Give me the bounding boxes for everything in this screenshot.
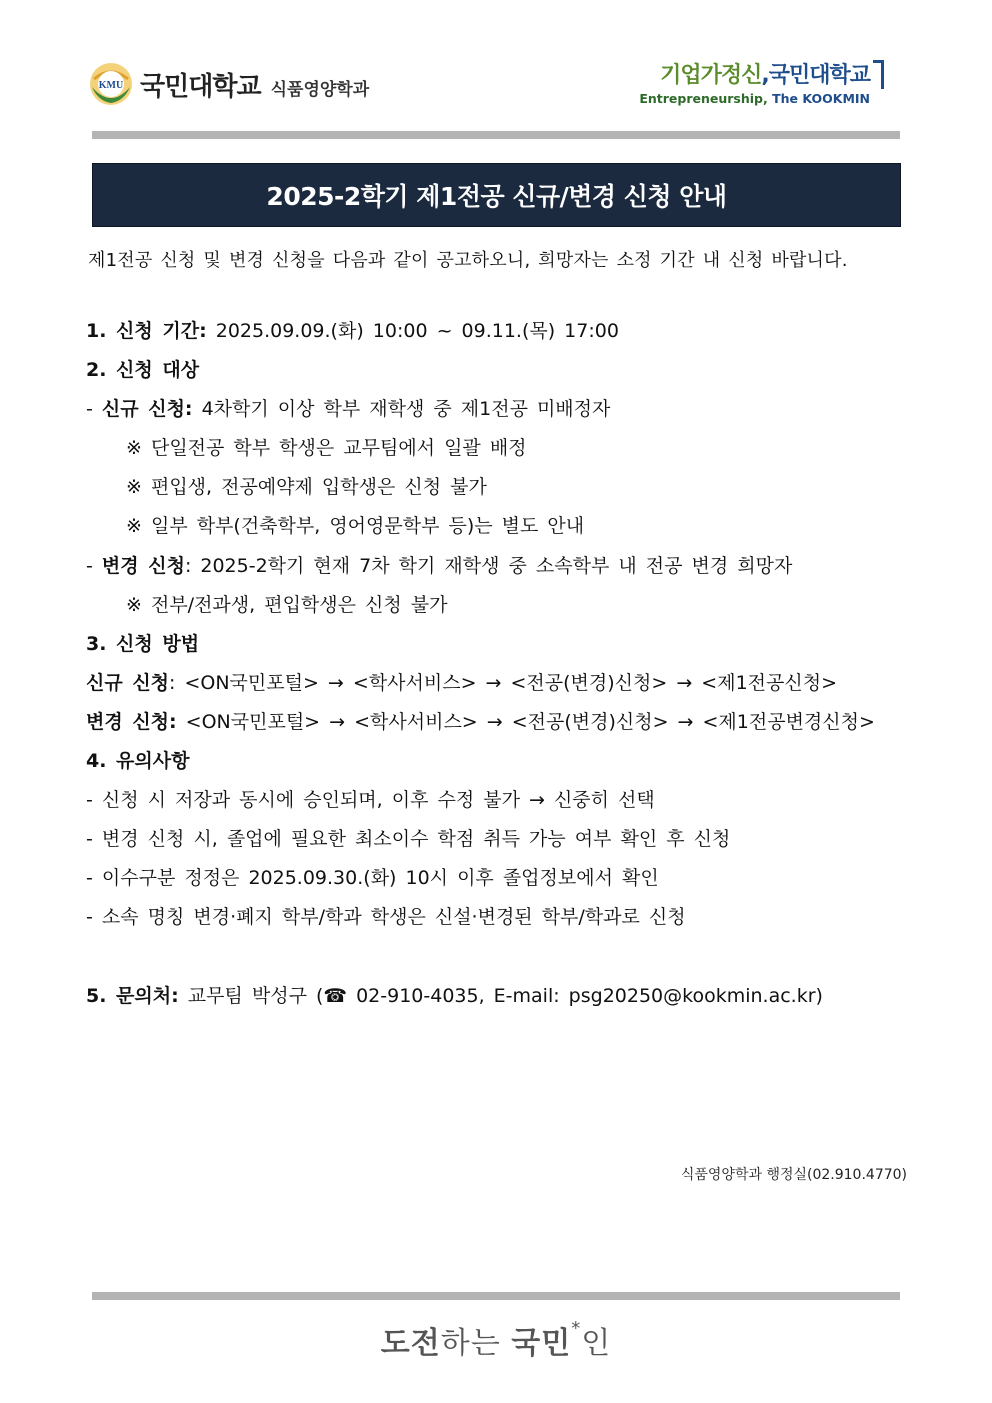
bottom-divider [92, 1292, 900, 1300]
slogan-ko-part1: 기업가정신 [660, 63, 762, 88]
target-heading: 2. 신청 대상 [86, 359, 200, 382]
university-logo [88, 60, 369, 108]
office-contact: 식품영양학과 행정실(02.910.4770) [680, 1167, 907, 1183]
period-line [86, 312, 916, 351]
note-item: - 이수구분 정정은 2025.09.30.(화) 10시 이후 졸업정보에서 확인 [86, 867, 659, 890]
note-item: - 신청 시 저장과 동시에 승인되며, 이후 수정 불가 → 신중히 선택 [86, 789, 655, 812]
footer-slogan [0, 1318, 992, 1362]
title-banner [92, 163, 901, 227]
period-label: 1. 신청 기간: [86, 320, 207, 342]
kmu-emblem-icon [88, 61, 134, 107]
star-icon: * [571, 1318, 582, 1339]
change-note: ※ 전부/전과생, 편입학생은 신청 불가 [126, 593, 448, 616]
new-prefix: - [86, 398, 102, 421]
footer-slogan-part4: 인 [581, 1326, 612, 1361]
new-application-line [86, 390, 916, 429]
contact-label: 5. 문의처: [86, 984, 179, 1007]
slogan-en-part1: Entrepreneurship [639, 91, 764, 106]
intro-text: 제1전공 신청 및 변경 신청을 다음과 같이 공고하오니, 희망자는 소정 기간 내 신청 바랍니다. [88, 250, 848, 271]
footer-slogan-part2: 하는 [440, 1326, 512, 1361]
spacer [86, 938, 916, 977]
note-item: - 변경 신청 시, 졸업에 필요한 최소이수 학점 취득 가능 여부 확인 후 신청 [86, 828, 731, 851]
method-new-label: 신규 신청 [86, 671, 170, 694]
method-new-value: : <ON국민포털> → <학사서비스> → <전공(변경)신청> → <제1전공신청> [169, 671, 837, 694]
new-note-3: ※ 일부 학부(건축학부, 영어영문학부 등)는 별도 안내 [126, 515, 585, 538]
new-label: 신규 신청: [101, 398, 193, 421]
slogan-en-part2: The KOOKMIN [772, 91, 870, 106]
method-change-line [86, 703, 916, 742]
method-heading: 3. 신청 방법 [86, 632, 200, 655]
change-prefix: - [86, 554, 102, 577]
new-value: 4차학기 이상 학부 재학생 중 제1전공 미배정자 [192, 398, 611, 421]
method-new-line [86, 664, 916, 703]
method-change-value: <ON국민포털> → <학사서비스> → <전공(변경)신청> → <제1전공변경신청> [176, 710, 875, 733]
slogan-ko-sep: , [761, 63, 769, 88]
contact-value-pre: 교무팀 박성구 ( [178, 984, 324, 1007]
change-application-line [86, 547, 916, 586]
notes-heading: 4. 유의사항 [86, 750, 190, 773]
emblem-text: KMU [98, 80, 124, 91]
contact-value-post: 02-910-4035, E-mail: psg20250@kookmin.ac.kr) [347, 984, 823, 1007]
slogan-en-sep: , [763, 91, 773, 106]
new-note-2: ※ 편입생, 전공예약제 입학생은 신청 불가 [126, 476, 487, 499]
notice-body [86, 312, 916, 1016]
page-title: 2025-2학기 제1전공 신규/변경 신청 안내 [266, 182, 727, 211]
footer-slogan-part1: 도전 [380, 1326, 441, 1361]
entrepreneurship-slogan-logo [639, 58, 884, 106]
slogan-ko-part2: 국민대학교 [768, 63, 870, 88]
change-value: : 2025-2학기 현재 7차 학기 재학생 중 소속학부 내 전공 변경 희망자 [184, 554, 793, 577]
phone-icon: ☎ [323, 984, 348, 1007]
department-name: 식품영양학과 [270, 79, 370, 100]
top-divider [92, 131, 900, 139]
contact-line [86, 977, 916, 1016]
slogan-bracket-icon [873, 60, 884, 89]
footer-slogan-part3: 국민 [511, 1326, 572, 1361]
change-label: 변경 신청 [101, 554, 185, 577]
slogan-english [639, 91, 884, 106]
note-item: - 소속 명칭 변경·폐지 학부/학과 학생은 신설·변경된 학부/학과로 신청 [86, 906, 686, 929]
new-note-1: ※ 단일전공 학부 학생은 교무팀에서 일괄 배정 [126, 437, 527, 460]
university-name: 국민대학교 [140, 71, 261, 102]
period-value: 2025.09.09.(화) 10:00 ~ 09.11.(목) 17:00 [206, 320, 619, 342]
method-change-label: 변경 신청: [86, 710, 177, 733]
slogan-korean [639, 58, 884, 89]
